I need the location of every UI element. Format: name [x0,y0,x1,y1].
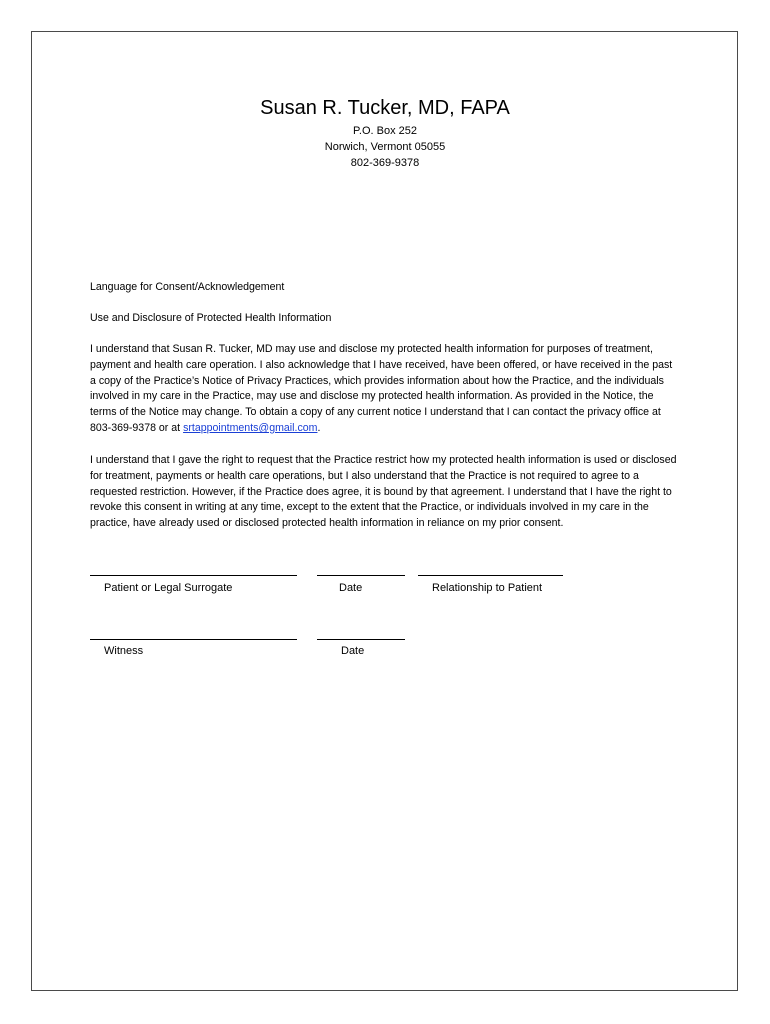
date-line-2[interactable] [317,639,405,640]
date-label-1: Date [339,582,363,594]
witness-label: Witness [104,645,144,657]
paragraph-1-end: . [317,421,321,434]
paragraph-1-text: I understand that Susan R. Tucker, MD may use and disclose my protected health information for purposes of treatment, payment and health care operation. I also acknowledge that I have received, have been offered, or have received in the past a copy of the Practice’s Notice of Privacy Practices, which provides information about how the Practice, and the individuals involved in my care in the Practice, may use and disclose my protected health information. As provided in the Notice, the terms of the Notice may change. To obtain a copy of any current notice I understand that I can contact the privacy office at 803-369-9378 or at [90,343,673,434]
letterhead [0,95,770,171]
consent-paragraph-2: I understand that I gave the right to request that the Practice restrict how my protected health information is used or disclosed for treatment, payments or health care operations, but I also understand that the Practice is not required to agree to a requested restriction. However, if the Practice does agree, it is bound by that agreement. I understand that I have the right to revoke this consent in writing at any time, except to the extent that the Practice, or individuals involved in my care in the practice, have already used or disclosed protected health information in reliance on my prior consent. [90,454,677,530]
relationship-label: Relationship to Patient [432,582,543,594]
patient-label: Patient or Legal Surrogate [104,582,233,594]
practitioner-name: Susan R. Tucker, MD, FAPA [260,97,510,119]
date-line-1[interactable] [317,575,405,576]
phone-number: 802-369-9378 [350,157,420,169]
relationship-line[interactable] [418,575,563,576]
email-link[interactable]: srtappointments@gmail.com [183,421,318,434]
disclosure-heading: Use and Disclosure of Protected Health Information [90,312,332,324]
consent-paragraph-1 [90,342,680,437]
patient-signature-line[interactable] [90,575,297,576]
witness-signature-line[interactable] [90,639,297,640]
consent-heading: Language for Consent/Acknowledgement [90,281,285,293]
address-city: Norwich, Vermont 05055 [324,141,446,153]
address-po-box: P.O. Box 252 [352,125,417,137]
date-label-2: Date [341,645,365,657]
